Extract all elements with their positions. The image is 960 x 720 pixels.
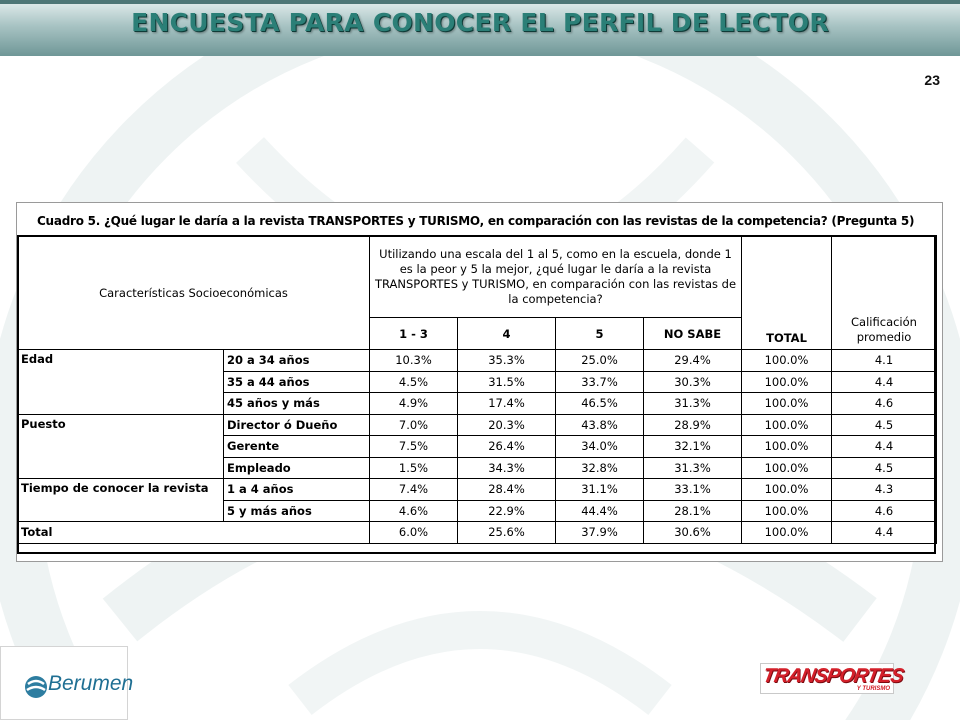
cell-4: 35.3% (458, 350, 556, 372)
cell-4: 20.3% (458, 414, 556, 436)
cell-4: 17.4% (458, 393, 556, 415)
cell-average: 4.6 (832, 393, 937, 415)
cell-1-3: 4.5% (370, 371, 458, 393)
column-header-average: Calificación promedio (832, 236, 937, 350)
total-label: Total (18, 522, 370, 544)
cell-4: 28.4% (458, 479, 556, 501)
column-header-5: 5 (556, 318, 644, 350)
cell-average: 4.3 (832, 479, 937, 501)
column-header-total: TOTAL (742, 236, 832, 350)
total-cell-1-3: 6.0% (370, 522, 458, 544)
cell-average: 4.4 (832, 436, 937, 458)
total-cell-no-sabe: 30.6% (644, 522, 742, 544)
cell-1-3: 4.9% (370, 393, 458, 415)
cell-no-sabe: 28.9% (644, 414, 742, 436)
table-row (18, 414, 937, 436)
cell-1-3: 7.4% (370, 479, 458, 501)
page-number: 23 (924, 72, 940, 88)
page-title: ENCUESTA PARA CONOCER EL PERFIL DE LECTOR (131, 8, 829, 37)
transportes-logo-text: TRANSPORTES (761, 665, 905, 687)
cell-5: 43.8% (556, 414, 644, 436)
cell-no-sabe: 33.1% (644, 479, 742, 501)
cell-1-3: 1.5% (370, 457, 458, 479)
cell-total: 100.0% (742, 479, 832, 501)
cell-1-3: 7.0% (370, 414, 458, 436)
row-group-label: Edad (18, 350, 224, 415)
cell-no-sabe: 31.3% (644, 457, 742, 479)
cell-1-3: 4.6% (370, 500, 458, 522)
cell-total: 100.0% (742, 457, 832, 479)
table-caption: Cuadro 5. ¿Qué lugar le daría a la revista TRANSPORTES y TURISMO, en comparación con las revistas de la competencia? (Pregunta 5) (37, 214, 915, 228)
total-cell-5: 37.9% (556, 522, 644, 544)
cell-5: 32.8% (556, 457, 644, 479)
cell-average: 4.5 (832, 457, 937, 479)
row-label: 45 años y más (224, 393, 370, 415)
cell-5: 31.1% (556, 479, 644, 501)
cell-no-sabe: 28.1% (644, 500, 742, 522)
cell-5: 25.0% (556, 350, 644, 372)
transportes-logo-subtext: Y TURISMO (856, 686, 890, 692)
cell-5: 34.0% (556, 436, 644, 458)
cell-total: 100.0% (742, 371, 832, 393)
cell-average: 4.5 (832, 414, 937, 436)
total-cell-average: 4.4 (832, 522, 937, 544)
row-label: 20 a 34 años (224, 350, 370, 372)
table-row (18, 350, 937, 372)
cell-no-sabe: 30.3% (644, 371, 742, 393)
column-header-1-3: 1 - 3 (370, 318, 458, 350)
berumen-logo-text: Berumen (48, 672, 134, 695)
row-label: 5 y más años (224, 500, 370, 522)
cell-no-sabe: 29.4% (644, 350, 742, 372)
total-cell-total: 100.0% (742, 522, 832, 544)
cell-average: 4.4 (832, 371, 937, 393)
row-group-label: Tiempo de conocer la revista (18, 479, 224, 522)
cell-4: 34.3% (458, 457, 556, 479)
row-label: 35 a 44 años (224, 371, 370, 393)
berumen-logo (0, 646, 134, 720)
row-header: Características Socioeconómicas (18, 236, 370, 350)
table-row-total (18, 522, 937, 544)
cell-5: 46.5% (556, 393, 644, 415)
cell-total: 100.0% (742, 414, 832, 436)
column-header-4: 4 (458, 318, 556, 350)
cell-5: 33.7% (556, 371, 644, 393)
cell-1-3: 10.3% (370, 350, 458, 372)
cell-no-sabe: 32.1% (644, 436, 742, 458)
cell-no-sabe: 31.3% (644, 393, 742, 415)
table-row (18, 479, 937, 501)
cell-4: 31.5% (458, 371, 556, 393)
cell-4: 26.4% (458, 436, 556, 458)
column-header-no-sabe: NO SABE (644, 318, 742, 350)
results-table (17, 235, 937, 544)
row-group-label: Puesto (18, 414, 224, 479)
total-cell-4: 25.6% (458, 522, 556, 544)
row-label: Empleado (224, 457, 370, 479)
cell-total: 100.0% (742, 393, 832, 415)
cell-average: 4.6 (832, 500, 937, 522)
row-label: Director ó Dueño (224, 414, 370, 436)
cell-average: 4.1 (832, 350, 937, 372)
cell-4: 22.9% (458, 500, 556, 522)
transportes-logo (760, 663, 905, 694)
berumen-globe-icon (23, 674, 49, 700)
cell-total: 100.0% (742, 350, 832, 372)
cell-5: 44.4% (556, 500, 644, 522)
question-header: Utilizando una escala del 1 al 5, como en la escuela, donde 1 es la peor y 5 la mejor, ¿qué lugar le daría a la revista TRANSPORTES y TURISMO, en comparación con las revistas de la competencia? (370, 236, 742, 318)
cell-total: 100.0% (742, 436, 832, 458)
row-label: Gerente (224, 436, 370, 458)
title-bar-strip (0, 0, 960, 4)
cell-1-3: 7.5% (370, 436, 458, 458)
row-label: 1 a 4 años (224, 479, 370, 501)
cell-total: 100.0% (742, 500, 832, 522)
